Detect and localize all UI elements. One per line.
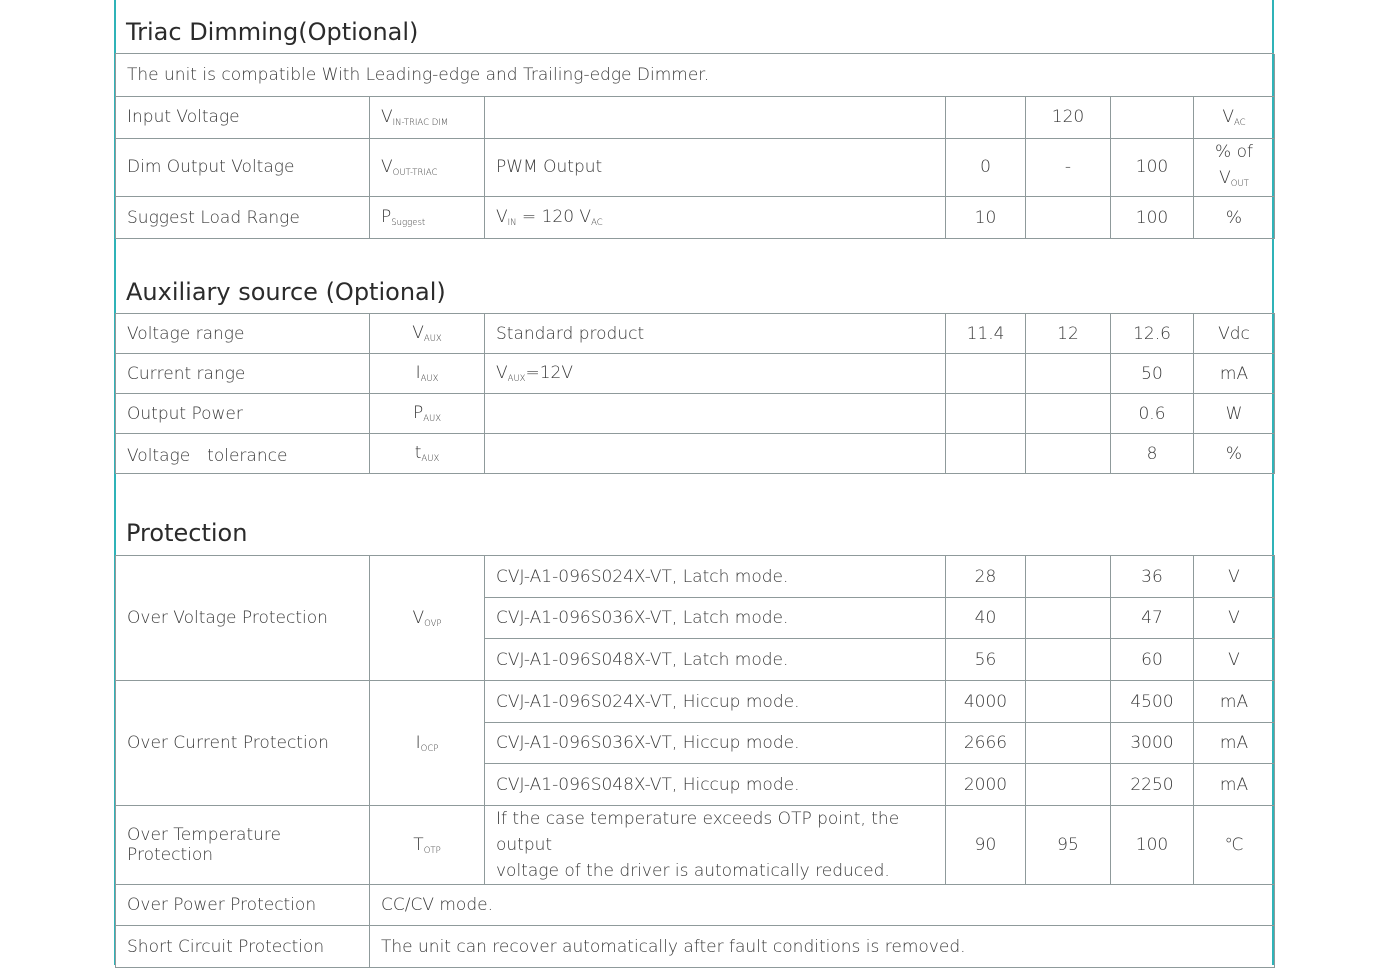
table-row <box>116 556 1275 598</box>
max-cell: 100 <box>1111 197 1194 239</box>
symbol-cell: $P_{AUX}$ <box>370 394 485 434</box>
condition-cell: $V_{IN} = 120$ $V_{AC}$ <box>485 197 946 239</box>
table-row <box>116 394 1275 434</box>
unit-cell: ℃ <box>1194 806 1275 885</box>
condition-cell: $V_{AUX}=12V$ <box>485 354 946 394</box>
max-cell: 8 <box>1111 434 1194 474</box>
typ-cell: 120 <box>1026 96 1111 138</box>
min-cell: 90 <box>946 806 1026 885</box>
max-cell: 50 <box>1111 354 1194 394</box>
table-row <box>116 681 1275 723</box>
param-cell: Over Temperature Protection <box>116 806 370 885</box>
symbol-cell: $V_{OUT-TRIAC}$ <box>370 138 485 197</box>
typ-cell <box>1026 723 1111 764</box>
condition-cell: PWM Output <box>485 138 946 197</box>
param-cell: Over Voltage Protection <box>116 556 370 681</box>
max-cell <box>1111 96 1194 138</box>
typ-cell <box>1026 434 1111 474</box>
table-row <box>116 806 1275 885</box>
max-cell: 4500 <box>1111 681 1194 723</box>
typ-cell <box>1026 197 1111 239</box>
unit-cell: mA <box>1194 354 1275 394</box>
min-cell <box>946 354 1026 394</box>
description-cell: CC/CV mode. <box>370 885 1275 926</box>
table-row <box>116 197 1275 239</box>
condition-cell <box>485 434 946 474</box>
protection-section-title: Protection <box>126 519 248 547</box>
unit-cell: V <box>1194 598 1275 639</box>
max-cell: 47 <box>1111 598 1194 639</box>
condition-cell: CVJ-A1-096S024X-VT, Latch mode. <box>485 556 946 598</box>
unit-cell: % <box>1194 434 1275 474</box>
typ-cell <box>1026 354 1111 394</box>
table-row <box>116 434 1275 474</box>
param-cell: Input Voltage <box>116 96 370 138</box>
min-cell: 2666 <box>946 723 1026 764</box>
min-cell: 0 <box>946 138 1026 197</box>
max-cell: 100 <box>1111 138 1194 197</box>
description-cell: The unit can recover automatically after fault conditions is removed. <box>370 926 1275 968</box>
condition-cell: If the case temperature exceeds OTP point, the output voltage of the driver is automatically reduced. <box>485 806 946 885</box>
typ-cell <box>1026 639 1111 681</box>
symbol-cell: $T_{OTP}$ <box>370 806 485 885</box>
unit-cell: W <box>1194 394 1275 434</box>
condition-cell: CVJ-A1-096S036X-VT, Latch mode. <box>485 598 946 639</box>
min-cell <box>946 96 1026 138</box>
symbol-cell: $P_{Suggest}$ <box>370 197 485 239</box>
param-cell: Over Current Protection <box>116 681 370 806</box>
table-row <box>116 314 1275 354</box>
param-cell: Voltage tolerance <box>116 434 370 474</box>
typ-cell: 95 <box>1026 806 1111 885</box>
param-cell: Output Power <box>116 394 370 434</box>
symbol-cell: $V_{OVP}$ <box>370 556 485 681</box>
min-cell: 10 <box>946 197 1026 239</box>
param-cell: Over Power Protection <box>116 885 370 926</box>
min-cell: 2000 <box>946 764 1026 806</box>
aux-section-title: Auxiliary source (Optional) <box>126 278 446 306</box>
triac-note: The unit is compatible With Leading-edge and Trailing-edge Dimmer. <box>116 54 1275 96</box>
max-cell: 3000 <box>1111 723 1194 764</box>
max-cell: 2250 <box>1111 764 1194 806</box>
param-cell: Dim Output Voltage <box>116 138 370 197</box>
symbol-cell: $V_{IN-TRIAC DIM}$ <box>370 96 485 138</box>
condition-cell: Standard product <box>485 314 946 354</box>
unit-cell: % of $V_{OUT}$ <box>1194 138 1275 197</box>
typ-cell <box>1026 764 1111 806</box>
typ-cell: - <box>1026 138 1111 197</box>
max-cell: 0.6 <box>1111 394 1194 434</box>
unit-cell: % <box>1194 197 1275 239</box>
typ-cell <box>1026 394 1111 434</box>
max-cell: 100 <box>1111 806 1194 885</box>
min-cell: 4000 <box>946 681 1026 723</box>
min-cell <box>946 434 1026 474</box>
unit-cell: mA <box>1194 764 1275 806</box>
min-cell: 28 <box>946 556 1026 598</box>
unit-cell: $V_{AC}$ <box>1194 96 1275 138</box>
symbol-cell: $I_{AUX}$ <box>370 354 485 394</box>
param-cell: Suggest Load Range <box>116 197 370 239</box>
unit-cell: V <box>1194 639 1275 681</box>
condition-cell: CVJ-A1-096S024X-VT, Hiccup mode. <box>485 681 946 723</box>
condition-cell: CVJ-A1-096S036X-VT, Hiccup mode. <box>485 723 946 764</box>
max-cell: 36 <box>1111 556 1194 598</box>
unit-cell: mA <box>1194 681 1275 723</box>
triac-table <box>115 54 1275 239</box>
unit-cell: V <box>1194 556 1275 598</box>
typ-cell <box>1026 556 1111 598</box>
table-row <box>116 885 1275 926</box>
min-cell: 40 <box>946 598 1026 639</box>
param-cell: Short Circuit Protection <box>116 926 370 968</box>
triac-section-title: Triac Dimming(Optional) <box>126 18 419 46</box>
unit-cell: Vdc <box>1194 314 1275 354</box>
min-cell: 11.4 <box>946 314 1026 354</box>
aux-table <box>115 313 1275 474</box>
condition-cell <box>485 96 946 138</box>
min-cell: 56 <box>946 639 1026 681</box>
table-row <box>116 96 1275 138</box>
triac-note-row <box>116 54 1275 96</box>
max-cell: 12.6 <box>1111 314 1194 354</box>
table-row <box>116 138 1275 197</box>
condition-cell: CVJ-A1-096S048X-VT, Hiccup mode. <box>485 764 946 806</box>
table-row <box>116 354 1275 394</box>
unit-cell: mA <box>1194 723 1275 764</box>
condition-cell: CVJ-A1-096S048X-VT, Latch mode. <box>485 639 946 681</box>
typ-cell <box>1026 598 1111 639</box>
symbol-cell: $V_{AUX}$ <box>370 314 485 354</box>
symbol-cell: $I_{OCP}$ <box>370 681 485 806</box>
symbol-cell: $t_{AUX}$ <box>370 434 485 474</box>
table-row <box>116 926 1275 968</box>
min-cell <box>946 394 1026 434</box>
condition-cell <box>485 394 946 434</box>
max-cell: 60 <box>1111 639 1194 681</box>
param-cell: Current range <box>116 354 370 394</box>
protection-table <box>115 555 1275 968</box>
typ-cell <box>1026 681 1111 723</box>
param-cell: Voltage range <box>116 314 370 354</box>
typ-cell: 12 <box>1026 314 1111 354</box>
